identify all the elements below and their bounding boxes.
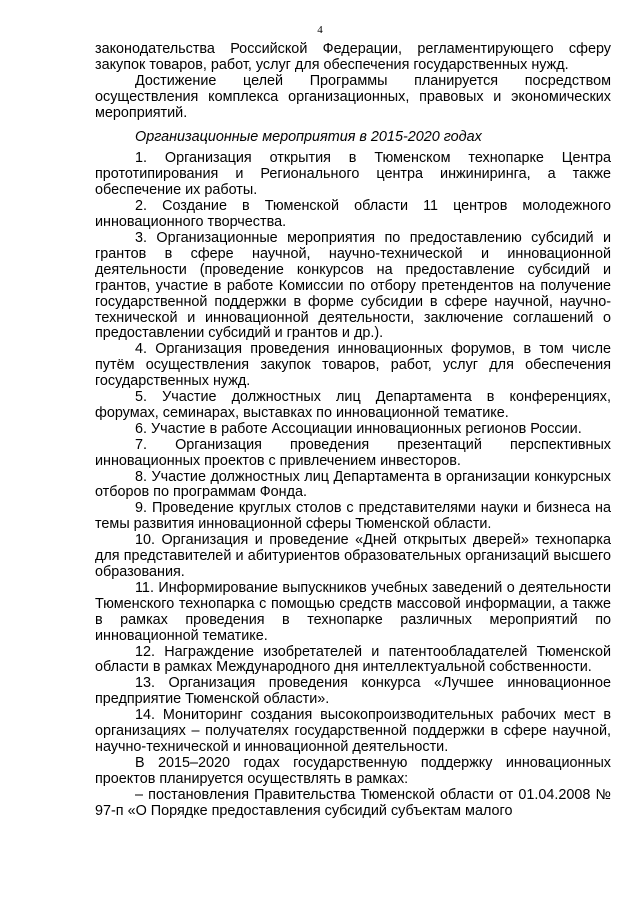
page-number: 4 [317, 24, 323, 36]
list-item: 7. Организация проведения презентаций перспективных инновационных проектов с привлечением инвесторов. [95, 436, 611, 469]
list-item: 12. Награждение изобретателей и патентообладателей Тюменской области в рамках Международного дня интеллектуальной собственности. [95, 643, 611, 676]
list-item: 8. Участие должностных лиц Департамента в организации конкурсных отборов по программам Фонда. [95, 468, 611, 501]
list-item: 2. Создание в Тюменской области 11 центров молодежного инновационного творчества. [95, 198, 611, 231]
list-item: 13. Организация проведения конкурса «Лучшее инновационное предприятие Тюменской области». [95, 675, 611, 708]
list-item: 4. Организация проведения инновационных форумов, в том числе путём осуществления закупок товаров, работ, услуг для обеспечения государственных нужд. [95, 341, 611, 390]
list-item: 3. Организационные мероприятия по предоставлению субсидий и грантов в сфере научной, научно-технической и инновационной деятельности (проведение конкурсов на предоставление субсидий и грантов, участие в работе Комиссии по отбору претендентов на получение государственной поддержки в форме субсидии в сфере научной, научно-технической и инновационной деятельности, заключение соглашений о предоставлении субсидий и грантов и др.). [95, 229, 611, 342]
paragraph-program-goals: Достижение целей Программы планируется посредством осуществления комплекса организационных, правовых и экономических мероприятий. [95, 72, 611, 121]
list-item: 1. Организация открытия в Тюменском технопарке Центра прототипирования и Регионального центра инжиниринга, а также обеспечение их работы. [95, 150, 611, 199]
list-item: 9. Проведение круглых столов с представителями науки и бизнеса на темы развития инновационной сферы Тюменской области. [95, 500, 611, 533]
list-item: В 2015–2020 годах государственную поддержку инновационных проектов планируется осуществлять в рамках: [95, 754, 611, 787]
paragraph-legislation-end: законодательства Российской Федерации, регламентирующего сферу закупок товаров, работ, услуг для обеспечения государственных нужд. [95, 41, 611, 73]
list-item: 14. Мониторинг создания высокопроизводительных рабочих мест в организациях – получателях государственной поддержки в сфере научной, научно-технической и инновационной деятельности. [95, 707, 611, 755]
list-item: 10. Организация и проведение «Дней открытых дверей» технопарка для представителей и абитуриентов образовательных организаций высшего образования. [95, 532, 611, 580]
section-heading: Организационные мероприятия в 2015-2020 годах [135, 128, 482, 145]
document-body [95, 42, 611, 820]
paragraph-state-support: – постановления Правительства Тюменской области от 01.04.2008 № 97-п «О Порядке предоставления субсидий субъектам малого [95, 786, 611, 819]
list-item: 5. Участие должностных лиц Департамента в конференциях, форумах, семинарах, выставках по инновационной тематике. [95, 389, 611, 421]
list-item: 6. Участие в работе Ассоциации инновационных регионов России. [135, 420, 582, 437]
list-item: 11. Информирование выпускников учебных заведений о деятельности Тюменского технопарка с помощью средств массовой информации, а также в рамках проведения в технопарке различных мероприятий по инновационной тематике. [95, 579, 611, 644]
